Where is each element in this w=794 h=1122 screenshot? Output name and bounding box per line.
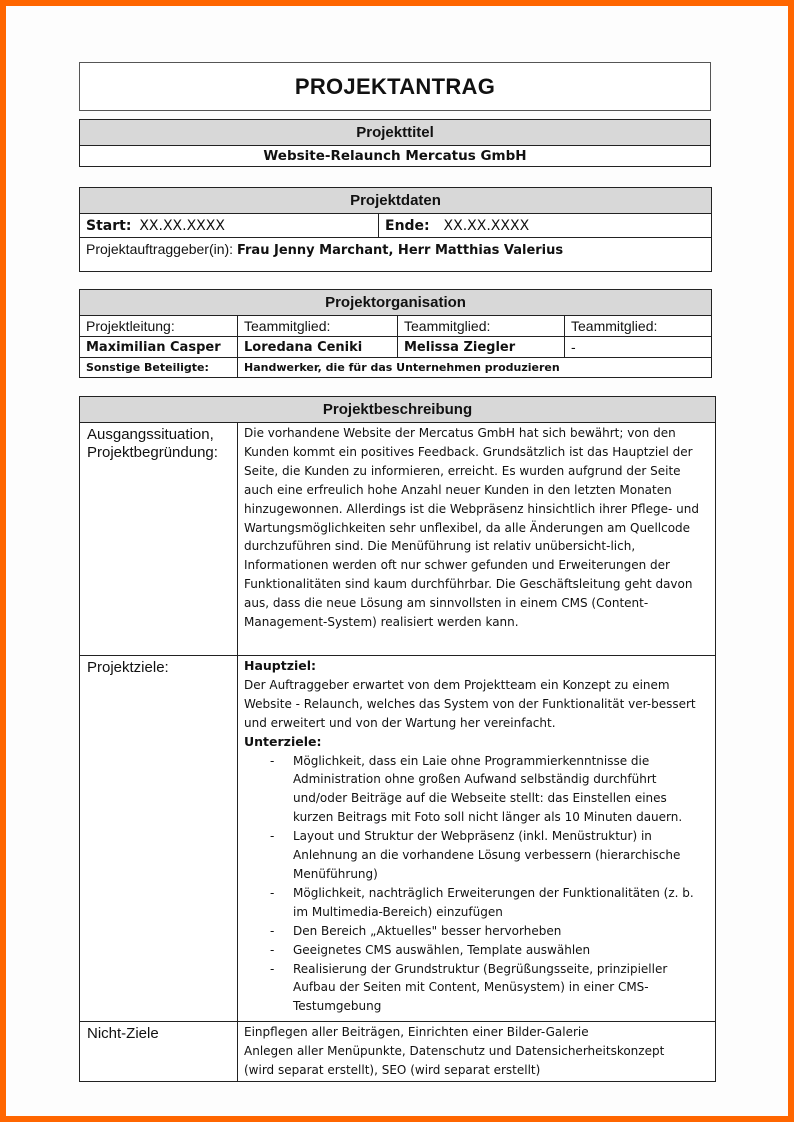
unterziel-text: Möglichkeit, dass ein Laie ohne Programmierkenntnisse die Administration ohne großen Aufwand selbständig durchführt und/oder Beiträge auf die Webseite stellt: das Einstellen eines kurzen Beitrags mit Foto soll nicht länger als 10 Minuten dauern. — [293, 753, 683, 825]
unterziel-item — [244, 752, 710, 828]
projektorganisation-heading: Projektorganisation — [80, 290, 712, 316]
unterziel-text: Geeignetes CMS auswählen, Template auswählen — [293, 942, 591, 957]
end-value: XX.XX.XXXX — [443, 218, 530, 234]
projektorganisation-table — [79, 289, 712, 378]
unterziele-heading: Unterziele: — [244, 733, 322, 749]
projektbeschreibung-table — [79, 396, 716, 1082]
role-projektleitung: Projektleitung: — [80, 316, 238, 337]
projektdaten-table — [79, 187, 712, 272]
projektdaten-heading: Projektdaten — [80, 188, 712, 214]
role-teammitglied-3: Teammitglied: — [565, 316, 712, 337]
start-value: XX.XX.XXXX — [139, 218, 225, 234]
client-value: Frau Jenny Marchant, Herr Matthias Valerius — [236, 243, 564, 258]
name-teammitglied-3: - — [565, 337, 712, 358]
projekttitel-heading: Projekttitel — [80, 120, 711, 146]
end-label: Ende: — [385, 218, 430, 234]
hauptziel-text: Der Auftraggeber erwartet von dem Projektteam ein Konzept zu einem Website - Relaunch, welches das System von der Funktionalität ver-bessert und erweitert und von der Wartung her vereinfacht. — [244, 677, 696, 730]
ausgang-label — [80, 423, 238, 656]
name-projektleitung: Maximilian Casper — [80, 337, 238, 358]
ausgang-label-line2: Projektbegründung: — [87, 444, 218, 461]
dash-bullet-icon: - — [270, 829, 275, 844]
unterziel-item — [244, 941, 710, 960]
unterziel-text: Möglichkeit, nachträglich Erweiterungen der Funktionalitäten (z. b. im Multimedia-Bereich) einzufügen — [293, 885, 694, 919]
ausgang-text: Die vorhandene Website der Mercatus GmbH hat sich bewährt; von den Kunden kommt ein positives Feedback. Grundsätzlich ist das Hauptziel der Seite, die Kunden zu informieren, erreicht. Es wurden aufgrund der Seite auch eine erfreulich hohe Anzahl neuer Kunden in den letzten Monaten hinzugewonnen. Allerdings ist die Webpräsenz hinsichtlich ihrer Pflege- und Wartungsmöglichkeiten sehr unflexibel, da alle Änderungen am Quellcode durchzuführen sind. Die Menüführung ist relativ unübersicht-lich, Informationen werden oft nur schwer gefunden und Erweiterungen der Funktionalitäten sind kaum durchführbar. Die Geschäftsleitung geht davon aus, dass die neue Lösung am sinnvollsten in einem CMS (Content-Management-System) realisiert werden kann. — [238, 423, 716, 656]
unterziel-text: Layout und Struktur der Webpräsenz (inkl. Menüstruktur) in Anlehnung an die vorhandene Lösung verbessern (hierarchische Menüführung) — [293, 829, 681, 881]
unterziel-text: Den Bereich „Aktuelles" besser hervorheben — [293, 923, 562, 938]
nicht-ziele-label: Nicht-Ziele — [80, 1022, 238, 1082]
others-label: Sonstige Beteiligte: — [80, 358, 238, 378]
name-teammitglied-2: Melissa Ziegler — [398, 337, 565, 358]
client-cell — [80, 238, 712, 272]
unterziel-text: Realisierung der Grundstruktur (Begrüßungsseite, prinzipieller Aufbau der Seiten mit Content, Menüsystem) in einer CMS-Testumgebung — [293, 961, 668, 1014]
dash-bullet-icon: - — [270, 753, 275, 768]
name-teammitglied-1: Loredana Ceniki — [238, 337, 398, 358]
dash-bullet-icon: - — [270, 961, 275, 976]
others-value: Handwerker, die für das Unternehmen produzieren — [238, 358, 712, 378]
document-title: PROJEKTANTRAG — [79, 62, 711, 111]
nicht-ziele-content — [238, 1022, 716, 1082]
dash-bullet-icon: - — [270, 923, 275, 938]
start-cell — [80, 214, 379, 238]
dash-bullet-icon: - — [270, 942, 275, 957]
end-cell — [379, 214, 712, 238]
ziele-content — [238, 656, 716, 1022]
unterziel-item — [244, 922, 710, 941]
nicht-ziele-line: Einpflegen aller Beiträgen, Einrichten einer Bilder-Galerie — [244, 1025, 589, 1039]
dash-bullet-icon: - — [270, 885, 275, 900]
projektbeschreibung-heading: Projektbeschreibung — [80, 397, 716, 423]
nicht-ziele-line: (wird separat erstellt), SEO (wird separat erstellt) — [244, 1062, 541, 1077]
unterziel-item — [244, 884, 710, 922]
hauptziel-heading: Hauptziel: — [244, 658, 317, 673]
unterziele-list — [244, 752, 710, 1017]
role-teammitglied-1: Teammitglied: — [238, 316, 398, 337]
client-label: Projektauftraggeber(in): — [86, 241, 234, 257]
unterziel-item — [244, 960, 710, 1017]
ausgang-label-line1: Ausgangssituation, — [87, 426, 214, 443]
start-label: Start: — [86, 218, 132, 234]
projekttitel-table — [79, 119, 711, 167]
nicht-ziele-line: Anlegen aller Menüpunkte, Datenschutz und Datensicherheitskonzept — [244, 1043, 665, 1058]
unterziel-item — [244, 827, 710, 884]
projekttitel-value: Website-Relaunch Mercatus GmbH — [80, 146, 711, 167]
role-teammitglied-2: Teammitglied: — [398, 316, 565, 337]
ziele-label: Projektziele: — [80, 656, 238, 1022]
